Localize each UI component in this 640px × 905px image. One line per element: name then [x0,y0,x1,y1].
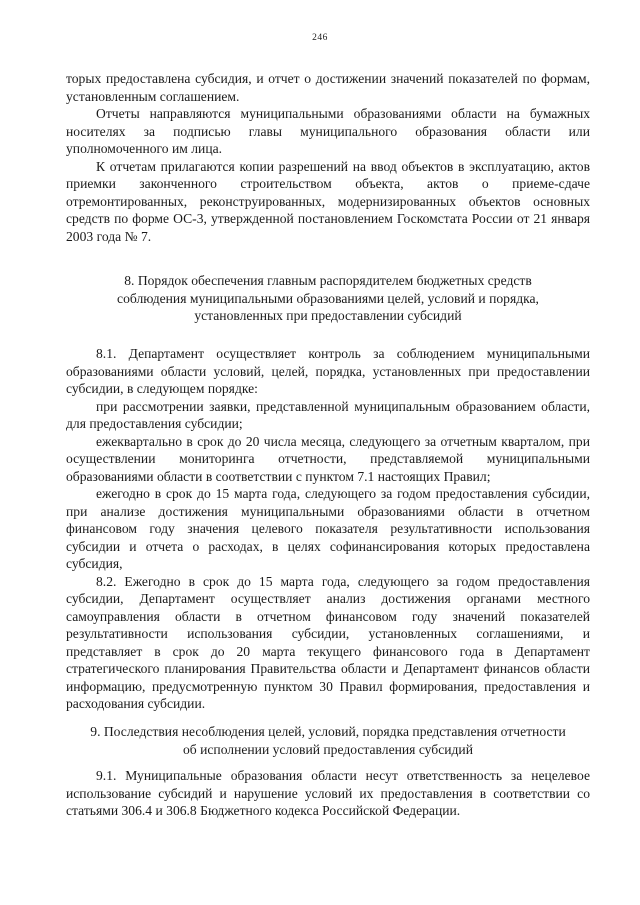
section-8-paragraph: ежегодно в срок до 15 марта года, следующего за годом предоставления субсидии, при анализе достижения муниципальными образованиями области в отчетном финансовом году значения целевого показателя результативности использования субсидии и отчета о расходах, в целях софинансирования которых предоставлена субсидия, [66,486,590,571]
intro-paragraph: торых предоставлена субсидия, и отчет о достижении значений показателей по формам, установленным соглашением. [66,71,590,104]
section-9-heading [66,723,590,758]
intro-paragraph: К отчетам прилагаются копии разрешений на ввод объектов в эксплуатацию, актов приемки законченного строительством объекта, актов о приеме-сдаче отремонтированных, реконструированных, модернизированных объектов основных средств по форме ОС-3, утвержденной постановлением Госкомстата России от 21 января 2003 года № 7. [66,158,590,244]
section-9-body [66,767,590,820]
section-9-heading-line: 9. Последствия несоблюдения целей, условий, порядка представления отчетности [90,724,566,739]
section-9-paragraph: 9.1. Муниципальные образования области несут ответственность за нецелевое использование субсидий и нарушение условий их предоставления в соответствии со статьями 306.4 и 306.8 Бюджетного кодекса Российской Федерации. [66,768,590,818]
intro-block [66,70,590,245]
section-8-paragraph: 8.2. Ежегодно в срок до 15 марта года, следующего за годом предоставления субсидии, Департамент осуществляет анализ достижения органами местного самоуправления области в отчетном финансовом году значений показателей результативности использования субсидии, установленных соглашениями, и представляет в срок до 20 марта текущего финансового года в Департамент стратегического планирования Правительства области и Департамент финансов области информацию, предусмотренную пунктом 30 Правил формирования, предоставления и расходования субсидии. [66,573,590,711]
section-8-paragraph: 8.1. Департамент осуществляет контроль за соблюдением муниципальными образованиями области условий, целей, порядка, установленных при предоставлении субсидии, в следующем порядке: [66,346,590,396]
page-number: 246 [312,33,328,43]
section-8-heading-line: соблюдения муниципальными образованиями целей, условий и порядка, [117,290,539,306]
intro-paragraph: Отчеты направляются муниципальными образованиями области на бумажных носителях за подписью главы муниципального образования области или уполномоченного им лица. [66,106,590,156]
section-8-paragraph: при рассмотрении заявки, представленной муниципальным образованием области, для предоставления субсидии; [66,398,590,431]
section-8-body [66,345,590,713]
section-8-paragraph: ежеквартально в срок до 20 числа месяца, следующего за отчетным кварталом, при осуществлении мониторинга отчетности, представляемой муниципальными образованиями области в соответствии с пунктом 7.1 настоящих Правил; [66,433,590,484]
section-8-heading-line: установленных при предоставлении субсидий [194,308,462,323]
section-9-heading-line: об исполнении условий предоставления субсидий [183,741,473,757]
section-8-heading-line: 8. Порядок обеспечения главным распорядителем бюджетных средств [124,273,532,288]
section-8-heading [66,272,590,325]
